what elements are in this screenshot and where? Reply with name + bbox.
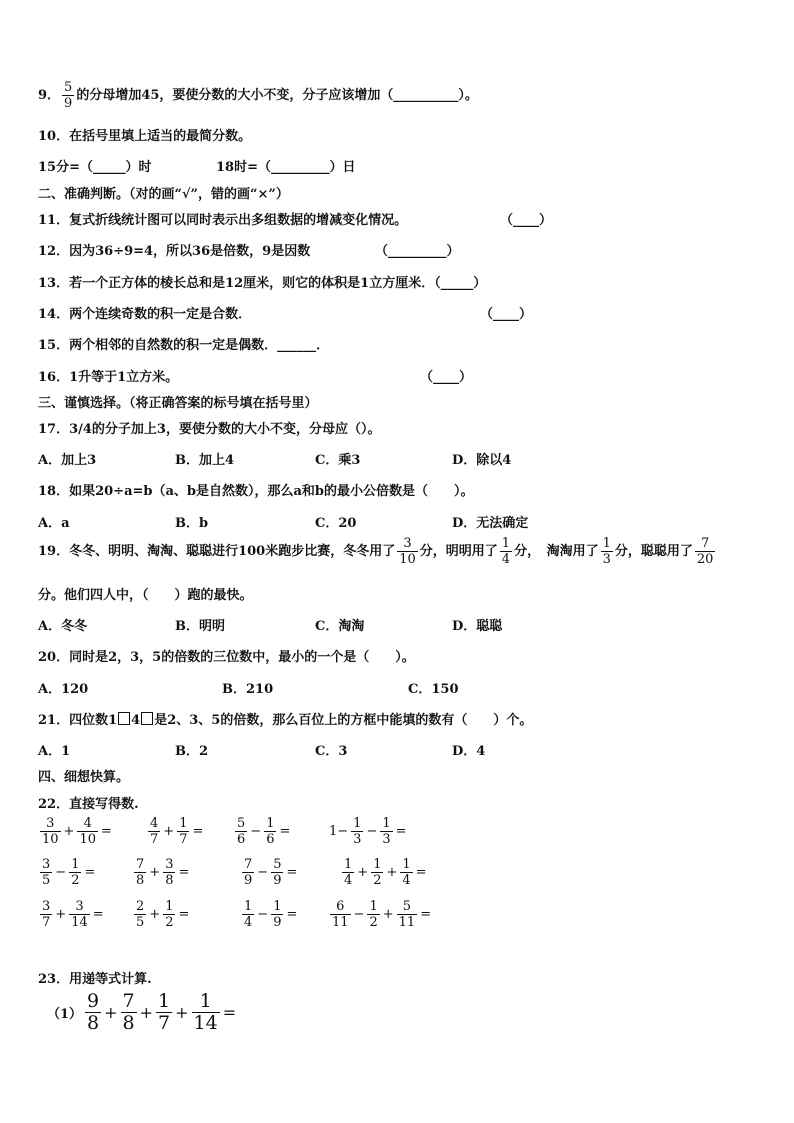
option-a: A．120 — [38, 682, 89, 697]
math-expression: $\frac{7}{8}$ + $\frac{3}{8}$ = — [136, 857, 190, 888]
answer-blank: （____） — [480, 307, 533, 322]
math-expression: 1− $\frac{1}{3}$ − $\frac{1}{3}$ = — [329, 816, 407, 847]
fraction: $\frac{1}{4}$ — [501, 536, 511, 567]
question-20: 20．同时是2，3，5的倍数的三位数中，最小的一个是（ ）。 — [38, 650, 415, 665]
question-9 — [38, 80, 478, 111]
math-expression: $\frac{2}{5}$ + $\frac{1}{2}$ = — [136, 899, 190, 930]
question-12: 12．因为36÷9=4，所以36是倍数，9是因数 — [38, 244, 311, 259]
option-d: D．4 — [452, 744, 486, 759]
blank-square-icon — [141, 712, 153, 725]
option-d: D．除以4 — [452, 453, 512, 468]
answer-blank: （____） — [420, 370, 473, 385]
answer-blank: （_________） — [375, 244, 460, 259]
answer-blank-hours: 18时=（_________）日 — [216, 160, 356, 175]
math-expression: $\frac{6}{11}$ − $\frac{1}{2}$ + $\frac{5}{11}$ = — [332, 899, 432, 930]
option-d: D．聪聪 — [452, 619, 503, 634]
option-a: A．冬冬 — [38, 619, 88, 634]
question-text: 的分母增加45，要使分数的大小不变，分子应该增加（__________）。 — [76, 88, 478, 103]
math-expression: $\frac{1}{4}$ − $\frac{1}{9}$ = — [244, 899, 298, 930]
question-19: 19．冬冬、明明、淘淘、聪聪进行100米跑步比赛，冬冬用了 $\frac{3}{10}$ 分，明明用了 $\frac{1}{4}$ 分， 淘淘用了 $\frac{1}{3}$ 分，聪聪用了 $\frac{7}{20}$ — [38, 536, 714, 567]
option-b: B．明明 — [175, 619, 225, 634]
question-19-line-2: 分。他们四人中，（ ）跑的最快。 — [38, 588, 253, 603]
fraction: $\frac{3}{10}$ — [399, 536, 416, 567]
section-4-heading: 四、细想快算。 — [38, 770, 130, 785]
section-3-heading: 三、谨慎选择。（将正确答案的标号填在括号里） — [38, 396, 318, 411]
fraction: $\frac{7}{20}$ — [696, 536, 714, 567]
math-expression: $\frac{3}{5}$ − $\frac{1}{2}$ = — [42, 857, 96, 888]
question-10: 10．在括号里填上适当的最简分数。 — [38, 129, 252, 144]
option-b: B．加上4 — [175, 453, 235, 468]
math-expression: $\frac{3}{10}$ + $\frac{4}{10}$ = — [42, 816, 112, 847]
math-expression: $\frac{7}{9}$ − $\frac{5}{9}$ = — [244, 857, 298, 888]
option-a: A．1 — [38, 744, 71, 759]
answer-blank: （____） — [500, 213, 553, 228]
option-b: B．b — [175, 516, 209, 531]
option-c: C．150 — [408, 682, 459, 697]
math-expression: $\frac{5}{6}$ − $\frac{1}{6}$ = — [237, 816, 291, 847]
question-23: 23．用递等式计算. — [38, 972, 152, 987]
math-expression: $\frac{4}{7}$ + $\frac{1}{7}$ = — [150, 816, 204, 847]
option-c: C．淘淘 — [315, 619, 365, 634]
question-15: 15．两个相邻的自然数的积一定是偶数．______． — [38, 338, 330, 353]
question-17: 17．3/4的分子加上3，要使分数的大小不变，分母应（）。 — [38, 422, 381, 437]
option-c: C．3 — [315, 744, 348, 759]
question-13: 13．若一个正方体的棱长总和是12厘米，则它的体积是1立方厘米．（_____） — [38, 276, 487, 291]
option-a: A．加上3 — [38, 453, 97, 468]
blank-square-icon — [118, 712, 130, 725]
option-d: D．无法确定 — [452, 516, 529, 531]
question-14: 14．两个连续奇数的积一定是合数． — [38, 307, 252, 322]
answer-blank-minutes: 15分=（_____）时 — [38, 160, 152, 175]
fraction: $\frac{1}{3}$ — [602, 536, 611, 567]
math-expression: $\frac{3}{7}$ + $\frac{3}{14}$ = — [42, 899, 104, 930]
option-c: C．乘3 — [315, 453, 361, 468]
section-2-heading: 二、准确判断。（对的画“√”，错的画“×”） — [38, 187, 289, 202]
fraction: $\frac{5}{9}$ — [64, 80, 73, 111]
question-21: 21．四位数1 4 是2、3、5的倍数，那么百位上的方框中能填的数有（ ）个。 — [38, 713, 533, 728]
option-a: A．a — [38, 516, 70, 531]
question-number: 9． — [38, 88, 61, 103]
math-expression: $\frac{1}{4}$ + $\frac{1}{2}$ + $\frac{1}{4}$ = — [344, 857, 427, 888]
option-b: B．2 — [175, 744, 209, 759]
question-11: 11．复式折线统计图可以同时表示出多组数据的增减变化情况。 — [38, 213, 408, 228]
question-18: 18．如果20÷a=b（a、b是自然数），那么a和b的最小公倍数是（ ）。 — [38, 484, 474, 499]
question-16: 16．1升等于1立方米。 — [38, 370, 179, 385]
math-expression: （1） $\frac{9}{8}$ + $\frac{7}{8}$ + $\frac{1}{7}$ + $\frac{1}{14}$ = — [47, 990, 237, 1034]
option-c: C．20 — [315, 516, 357, 531]
option-b: B．210 — [222, 682, 274, 697]
question-22: 22．直接写得数. — [38, 797, 139, 812]
